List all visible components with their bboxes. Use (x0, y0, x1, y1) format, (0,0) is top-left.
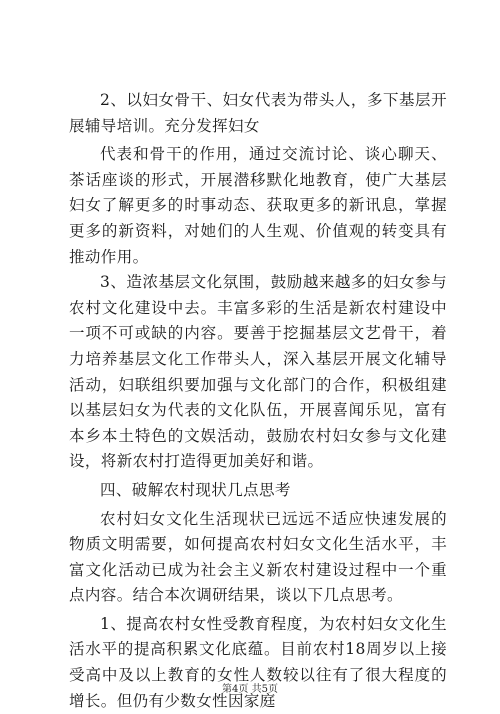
paragraph-culture-atmosphere: 3、造浓基层文化氛围，鼓励越来越多的妇女参与农村文化建设中去。丰富多彩的生活是新农村建设中一项不可或缺的内容。要善于挖掘基层文艺骨干，着力培养基层文化工作带头人，深入基层开展文化辅导活动，妇联组织要加强与文化部门的合作，积极组建以基层妇女为代表的文化队伍，开展喜闻乐见，富有本乡本土特色的文娱活动，鼓励农村妇女参与文化建设，将新农村打造得更加美好和谐。 (69, 273, 447, 471)
paragraph-education: 1、提高农村女性受教育程度，为农村妇女文化生活水平的提高积累文化底蕴。目前农村18周岁以上接受高中及以上教育的女性人数较以往有了很大程度的增长。但仍有少数女性因家庭 (69, 614, 447, 710)
paragraph-training: 2、以妇女骨干、妇女代表为带头人，多下基层开展辅导培训。充分发挥妇女 (69, 91, 447, 135)
section-heading: 四、破解农村现状几点思考 (100, 480, 291, 499)
page-footer: 第4页 共5页 (222, 684, 278, 695)
body-text (69, 88, 447, 714)
paragraph-backbone-role: 代表和骨干的作用，通过交流讨论、谈心聊天、茶话座谈的形式，开展潜移默化地教育，使广大基层妇女了解更多的时事动态、获取更多的新讯息，掌握更多的新资料，对她们的人生观、价值观的转变具有推动作用。 (69, 145, 447, 266)
paragraph-current-situation: 农村妇女文化生活现状已远远不适应快速发展的物质文明需要，如何提高农村妇女文化生活水平，丰富文化活动已成为社会主义新农村建设过程中一个重点内容。结合本次调研结果，谈以下几点思考。 (69, 509, 447, 605)
